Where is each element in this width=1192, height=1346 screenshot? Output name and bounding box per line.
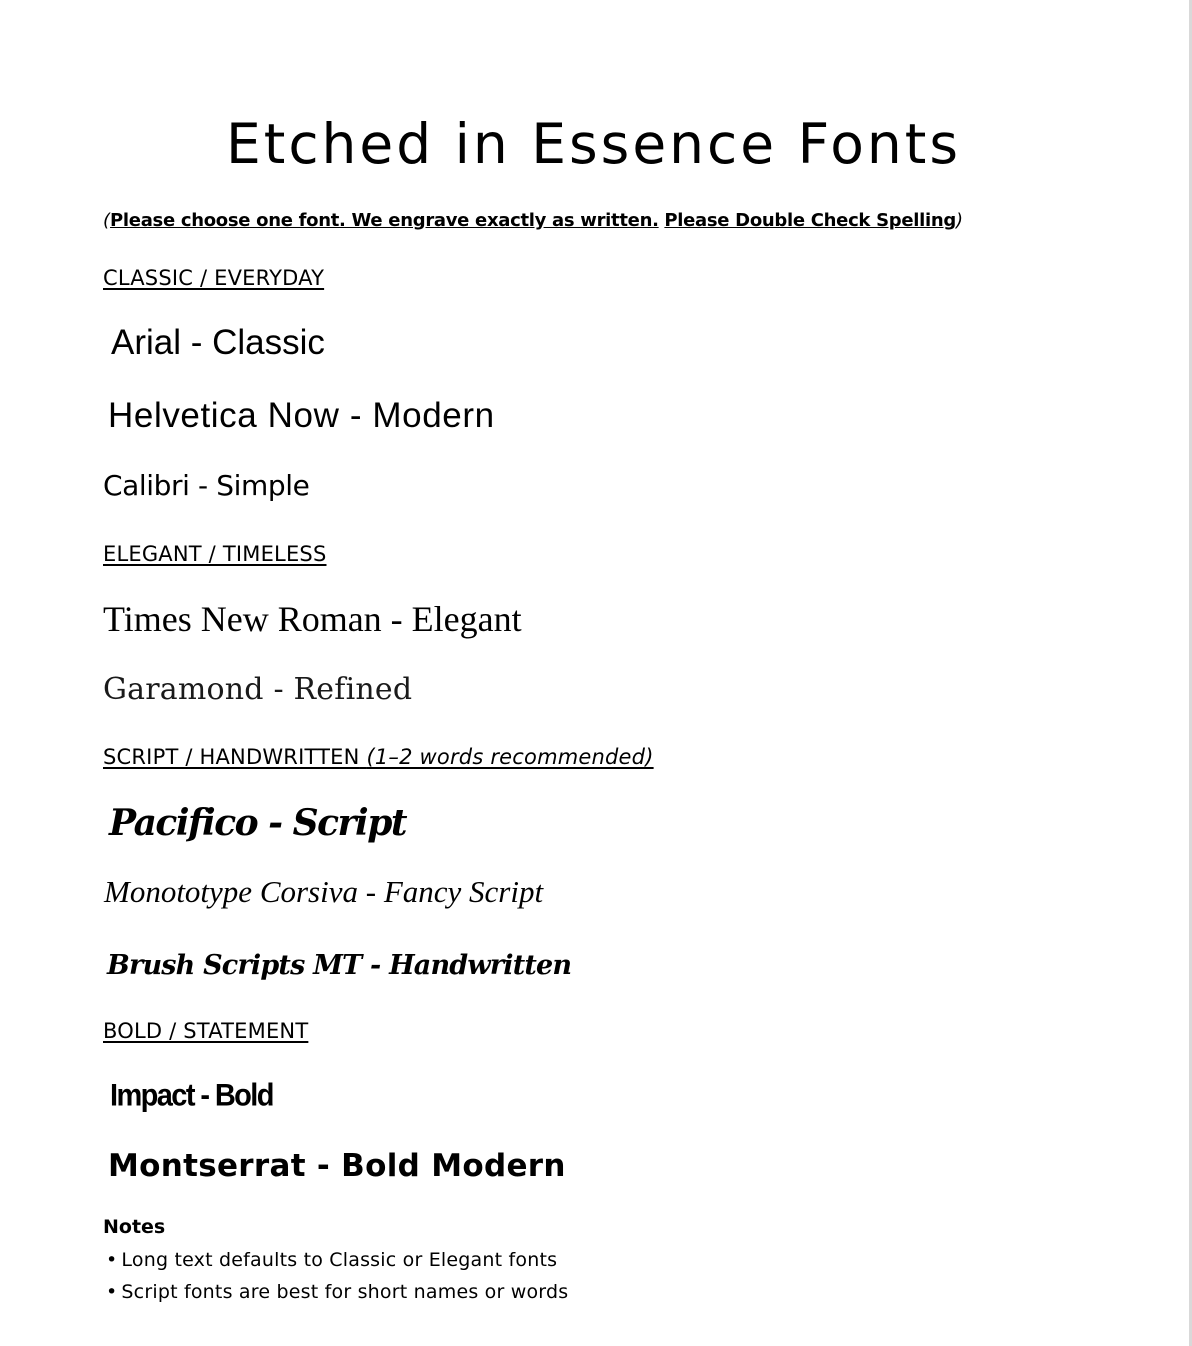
instruction-main: Please choose one font. We engrave exactly as written. — [110, 210, 659, 231]
note-text: Long text defaults to Classic or Elegant fonts — [121, 1249, 558, 1271]
font-sample-pacifico: Pacifico - Script — [109, 802, 406, 844]
section-heading-script-label: SCRIPT / HANDWRITTEN — [103, 745, 360, 769]
font-sample-corsiva: Monototype Corsiva - Fancy Script — [104, 874, 544, 909]
section-heading-bold: BOLD / STATEMENT — [103, 1019, 309, 1043]
page-title: Etched in Essence Fonts — [226, 112, 961, 176]
font-sample-garamond: Garamond - Refined — [103, 672, 413, 707]
font-sample-montserrat: Montserrat - Bold Modern — [108, 1148, 566, 1184]
instruction-close-paren: ) — [955, 210, 963, 231]
note-text: Script fonts are best for short names or words — [121, 1281, 569, 1303]
notes-heading: Notes — [103, 1216, 166, 1238]
list-item — [106, 1244, 568, 1276]
font-sample-helvetica: Helvetica Now - Modern — [108, 396, 495, 435]
section-heading-script-note: (1–2 words recommended) — [366, 745, 654, 769]
instruction-check-spelling: Please Double Check Spelling — [664, 210, 956, 231]
section-heading-script — [103, 743, 654, 771]
font-sample-calibri: Calibri - Simple — [103, 469, 310, 502]
instruction-line — [103, 208, 963, 234]
list-item — [106, 1276, 568, 1308]
font-sample-impact: Impact - Bold — [110, 1078, 273, 1114]
font-sample-arial: Arial - Classic — [111, 323, 325, 362]
bullet-glyph: • — [106, 1281, 118, 1303]
font-sample-times: Times New Roman - Elegant — [103, 599, 522, 639]
font-sample-brush-script: Brush Scripts MT - Handwritten — [107, 950, 572, 981]
instruction-open-paren: ( — [103, 210, 111, 231]
bullet-glyph: • — [106, 1249, 118, 1271]
section-heading-elegant: ELEGANT / TIMELESS — [103, 542, 327, 566]
section-heading-classic: CLASSIC / EVERYDAY — [103, 266, 325, 290]
notes-list — [106, 1244, 568, 1308]
